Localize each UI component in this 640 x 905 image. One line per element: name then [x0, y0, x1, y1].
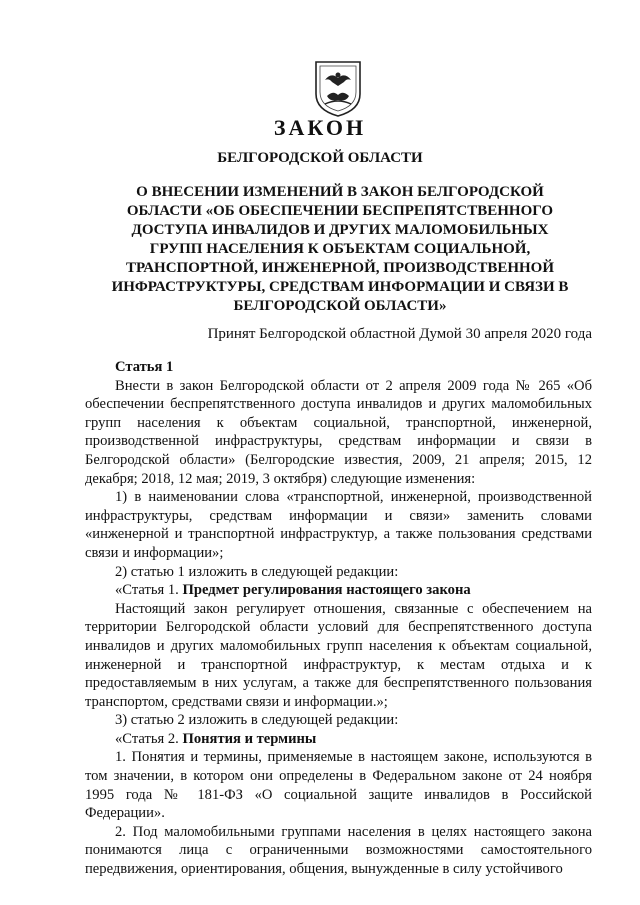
statute-article-1-title: Предмет регулирования настоящего закона — [182, 582, 471, 599]
statute-article-2-paragraph-2: 2. Под маломобильными группами населения в целях настоящего закона понимаются лица с ограниченными возможностями самостоятельного передвижения, ориентирования, общения, вынужденные в силу устойчивого — [85, 823, 592, 878]
statute-article-2-heading — [85, 730, 592, 749]
document-title: ЗАКОН — [273, 115, 367, 140]
statute-article-1-text: Настоящий закон регулирует отношения, связанные с обеспечением на территории Белгородской области условий для беспрепятственного доступа инвалидов и других маломобильных групп населения к объектам социальной, инженерной и транспортной инфраструктур, к местам отдыха и к предоставляемым в них услугам, а также для беспрепятственного пользования транспортом, средствами связи и информации.»; — [85, 600, 592, 710]
adoption-note: Принят Белгородской областной Думой 30 апреля 2020 года — [207, 326, 592, 342]
article-1-intro: Внести в закон Белгородской области от 2 апреля 2009 года № 265 «Об обеспечении беспрепятственного доступа инвалидов и других маломобильных групп населения к объектам социальной, транспортной, инженерной, производственной инфраструктуры, средствам информации и связи в Белгородской области» (Белгородские известия, 2009, 21 апреля; 2015, 12 декабря; 2018, 12 мая; 2019, 3 октября) следующие изменения: — [85, 377, 592, 487]
coat-of-arms-emblem — [313, 60, 363, 118]
statute-article-2-title: Понятия и термины — [182, 730, 317, 747]
document-body — [85, 358, 592, 879]
statute-article-1-prefix: «Статья 1. — [115, 582, 179, 599]
amendment-item-3: 3) статью 2 изложить в следующей редакции: — [115, 712, 399, 729]
statute-article-2-paragraph-1: 1. Понятия и термины, применяемые в настоящем законе, используются в том значении, в котором они определены в Федеральном законе от 24 ноября 1995 года № 181-ФЗ «О социальной защите инвалидов в Российской Федерации». — [85, 749, 592, 822]
amendment-item-1: 1) в наименовании слова «транспортной, инженерной, производственной инфраструктуры, средствам информации и связи» заменить словами «инженерной и транспортной инфраструктур, а также пользования средствами связи и информации»; — [85, 489, 592, 561]
statute-article-2-prefix: «Статья 2. — [115, 730, 179, 747]
statute-article-1-heading — [85, 581, 592, 600]
article-1-title: Статья 1 — [115, 359, 174, 375]
document-region: БЕЛГОРОДСКОЙ ОБЛАСТИ — [217, 150, 423, 166]
amendment-item-2: 2) статью 1 изложить в следующей редакции: — [115, 563, 399, 580]
law-heading: О ВНЕСЕНИИ ИЗМЕНЕНИЙ В ЗАКОН БЕЛГОРОДСКОЙ ОБЛАСТИ «ОБ ОБЕСПЕЧЕНИИ БЕСПРЕПЯТСТВЕННОГО ДОСТУПА ИНВАЛИДОВ И ДРУГИХ МАЛОМОБИЛЬНЫХ ГРУПП НАСЕЛЕНИЯ К ОБЪЕКТАМ СОЦИАЛЬНОЙ, ТРАНСПОРТНОЙ, ИНЖЕНЕРНОЙ, ПРОИЗВОДСТВЕННОЙ ИНФРАСТРУКТУРЫ, СРЕДСТВАМ ИНФОРМАЦИИ И СВЯЗИ В БЕЛГОРОДСКОЙ ОБЛАСТИ» — [111, 184, 569, 314]
